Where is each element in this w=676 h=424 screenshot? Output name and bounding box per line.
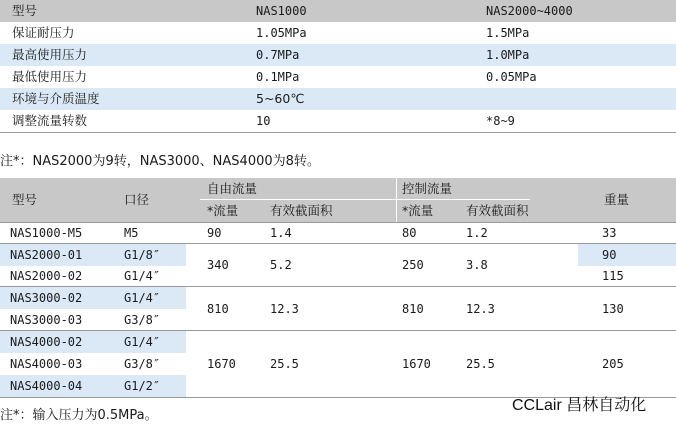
weight-value: 130 [602,302,624,316]
spec-value: 10 [256,114,271,128]
spec-header-row [0,0,676,22]
spec-header-model: 型号 [12,3,38,18]
ctrl-area-value: 12.3 [466,302,495,316]
flow-header-controlled: 控制流量 [402,181,453,196]
model-cell: NAS3000-03 [10,313,83,327]
port-cell: G1/2″ [124,379,161,393]
spec-value: 0.1MPa [256,70,300,84]
weight-highlight [578,244,676,266]
model-cell: NAS2000-02 [10,269,83,283]
model-cell: NAS2000-01 [10,248,83,262]
port-cell: G1/4″ [124,291,161,305]
port-cell: G1/8″ [124,248,161,262]
spec-header-nas1000: NAS1000 [256,4,307,18]
port-cell: G3/8″ [124,357,161,371]
ctrl-flow-value: 250 [402,258,424,272]
spec-value: 5~60℃ [256,91,305,106]
row-divider [0,286,676,287]
ctrl-area-value: 3.8 [466,258,488,272]
flow-header-port: 口径 [124,192,150,207]
flow-header [0,178,676,222]
header-col-divider [396,178,397,222]
model-cell: NAS4000-03 [10,357,83,371]
spec-row [0,88,676,110]
ctrl-flow-value: 80 [402,226,417,240]
flow-subheader-flow: *流量 [207,203,239,218]
port-cell: G1/4″ [124,335,161,349]
free-area-value: 1.4 [270,226,292,240]
free-area-value: 12.3 [270,302,299,316]
footnote-turns: 注*：NAS2000为9转，NAS3000、NAS4000为8转。 [0,154,320,169]
table-divider [0,132,676,133]
spec-label: 调整流量转数 [12,113,88,128]
header-subdivider [200,199,530,200]
port-cell: M5 [124,226,139,240]
flow-subheader-area: 有效截面积 [466,203,529,218]
free-area-value: 5.2 [270,258,292,272]
footnote-pressure: 注*：输入压力为0.5MPa。 [0,408,158,423]
row-divider [0,243,676,244]
spec-value: 1.0MPa [486,48,530,62]
port-cell: G1/4″ [124,269,161,283]
spec-row [0,44,676,66]
brand-watermark: CCLair 昌林自动化 [512,397,647,414]
spec-value: *8~9 [486,114,515,128]
port-cell: G3/8″ [124,313,161,327]
spec-row [0,66,676,88]
flow-header-model: 型号 [12,192,38,207]
model-cell: NAS1000-M5 [10,226,83,240]
spec-value: 0.05MPa [486,70,537,84]
free-flow-value: 90 [207,226,222,240]
ctrl-area-value: 25.5 [466,357,495,371]
spec-label: 最低使用压力 [12,69,88,84]
spec-row [0,110,676,132]
spec-value: 1.05MPa [256,26,307,40]
weight-value: 115 [602,269,624,283]
spec-value: 1.5MPa [486,26,530,40]
model-cell: NAS3000-02 [10,291,83,305]
weight-value: 33 [602,226,617,240]
weight-value: 90 [602,248,617,262]
ctrl-flow-value: 810 [402,302,424,316]
flow-header-free: 自由流量 [207,181,258,196]
spec-header-nas2000: NAS2000~4000 [486,4,573,18]
spec-row [0,22,676,44]
spec-label: 保证耐压力 [12,25,75,40]
flow-header-weight: 重量 [604,192,630,207]
flow-subheader-flow: *流量 [402,203,434,218]
flow-subheader-area: 有效截面积 [270,203,333,218]
model-cell: NAS4000-04 [10,379,83,393]
free-area-value: 25.5 [270,357,299,371]
free-flow-value: 340 [207,258,229,272]
ctrl-flow-value: 1670 [402,357,431,371]
free-flow-value: 1670 [207,357,236,371]
model-cell: NAS4000-02 [10,335,83,349]
row-divider [0,222,676,223]
weight-value: 205 [602,357,624,371]
row-divider [0,330,676,331]
free-flow-value: 810 [207,302,229,316]
spec-label: 环境与介质温度 [12,91,100,106]
spec-label: 最高使用压力 [12,47,88,62]
ctrl-area-value: 1.2 [466,226,488,240]
spec-value: 0.7MPa [256,48,300,62]
